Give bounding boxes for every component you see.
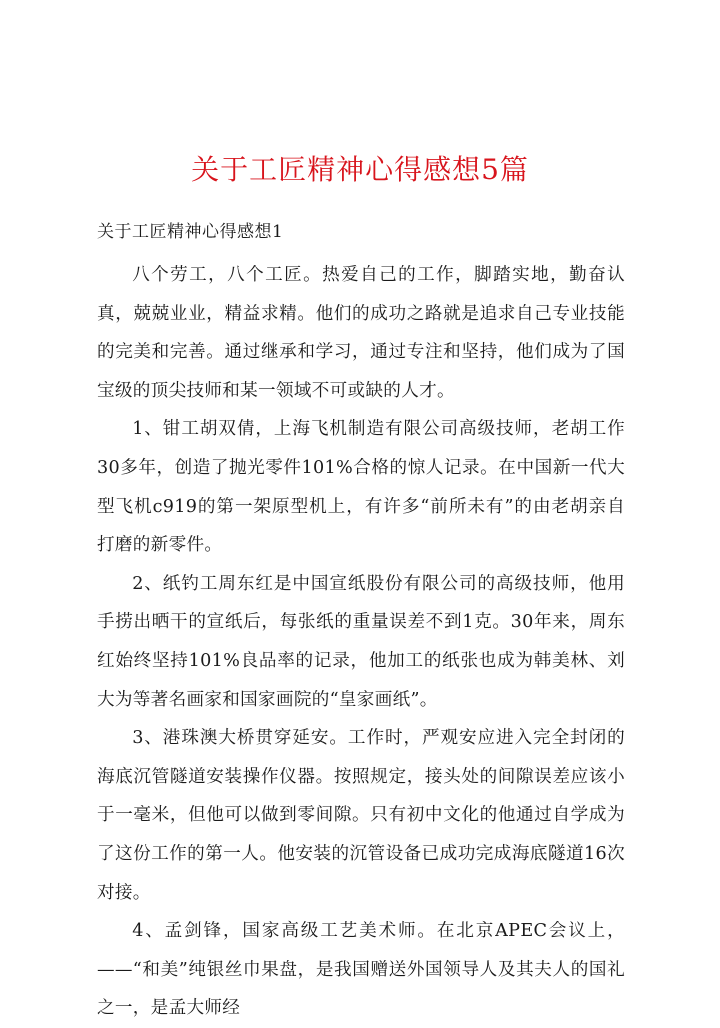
- document-title: 关于工匠精神心得感想5篇: [191, 153, 529, 186]
- paragraph-item-2: 2、纸钓工周东红是中国宣纸股份有限公司的高级技师，他用手捞出晒干的宣纸后，每张纸的重量误差不到1克。30年来，周东红始终坚持101%良品率的记录，他加工的纸张也成为韩美林、刘大为等著名画家和国家画院的“皇家画纸”。: [97, 573, 625, 710]
- section-heading: 关于工匠精神心得感想1: [97, 222, 284, 242]
- document-body: [97, 256, 625, 1028]
- paragraph-item-3: 3、港珠澳大桥贯穿延安。工作时，严观安应进入完全封闭的海底沉管隧道安装操作仪器。按照规定，接头处的间隙误差应该小于一毫米，但他可以做到零间隙。只有初中文化的他通过自学成为了这份工作的第一人。他安装的沉管设备已成功完成海底隧道16次对接。: [97, 728, 625, 903]
- paragraph-item-1: 1、钳工胡双倩，上海飞机制造有限公司高级技师，老胡工作30多年，创造了抛光零件101%合格的惊人记录。在中国新一代大型飞机c919的第一架原型机上，有许多“前所未有”的由老胡亲自打磨的新零件。: [97, 419, 625, 556]
- paragraph-item-4: 4、孟剑锋，国家高级工艺美术师。在北京APEC会议上，——“和美”纯银丝巾果盘，是我国赠送外国领导人及其夫人的国礼之一，是孟大师经: [97, 921, 625, 1019]
- paragraph-intro: 八个劳工，八个工匠。热爱自己的工作，脚踏实地，勤奋认真，兢兢业业，精益求精。他们的成功之路就是追求自己专业技能的完美和完善。通过继承和学习，通过专注和坚持，他们成为了国宝级的顶尖技师和某一领域不可或缺的人才。: [97, 265, 625, 401]
